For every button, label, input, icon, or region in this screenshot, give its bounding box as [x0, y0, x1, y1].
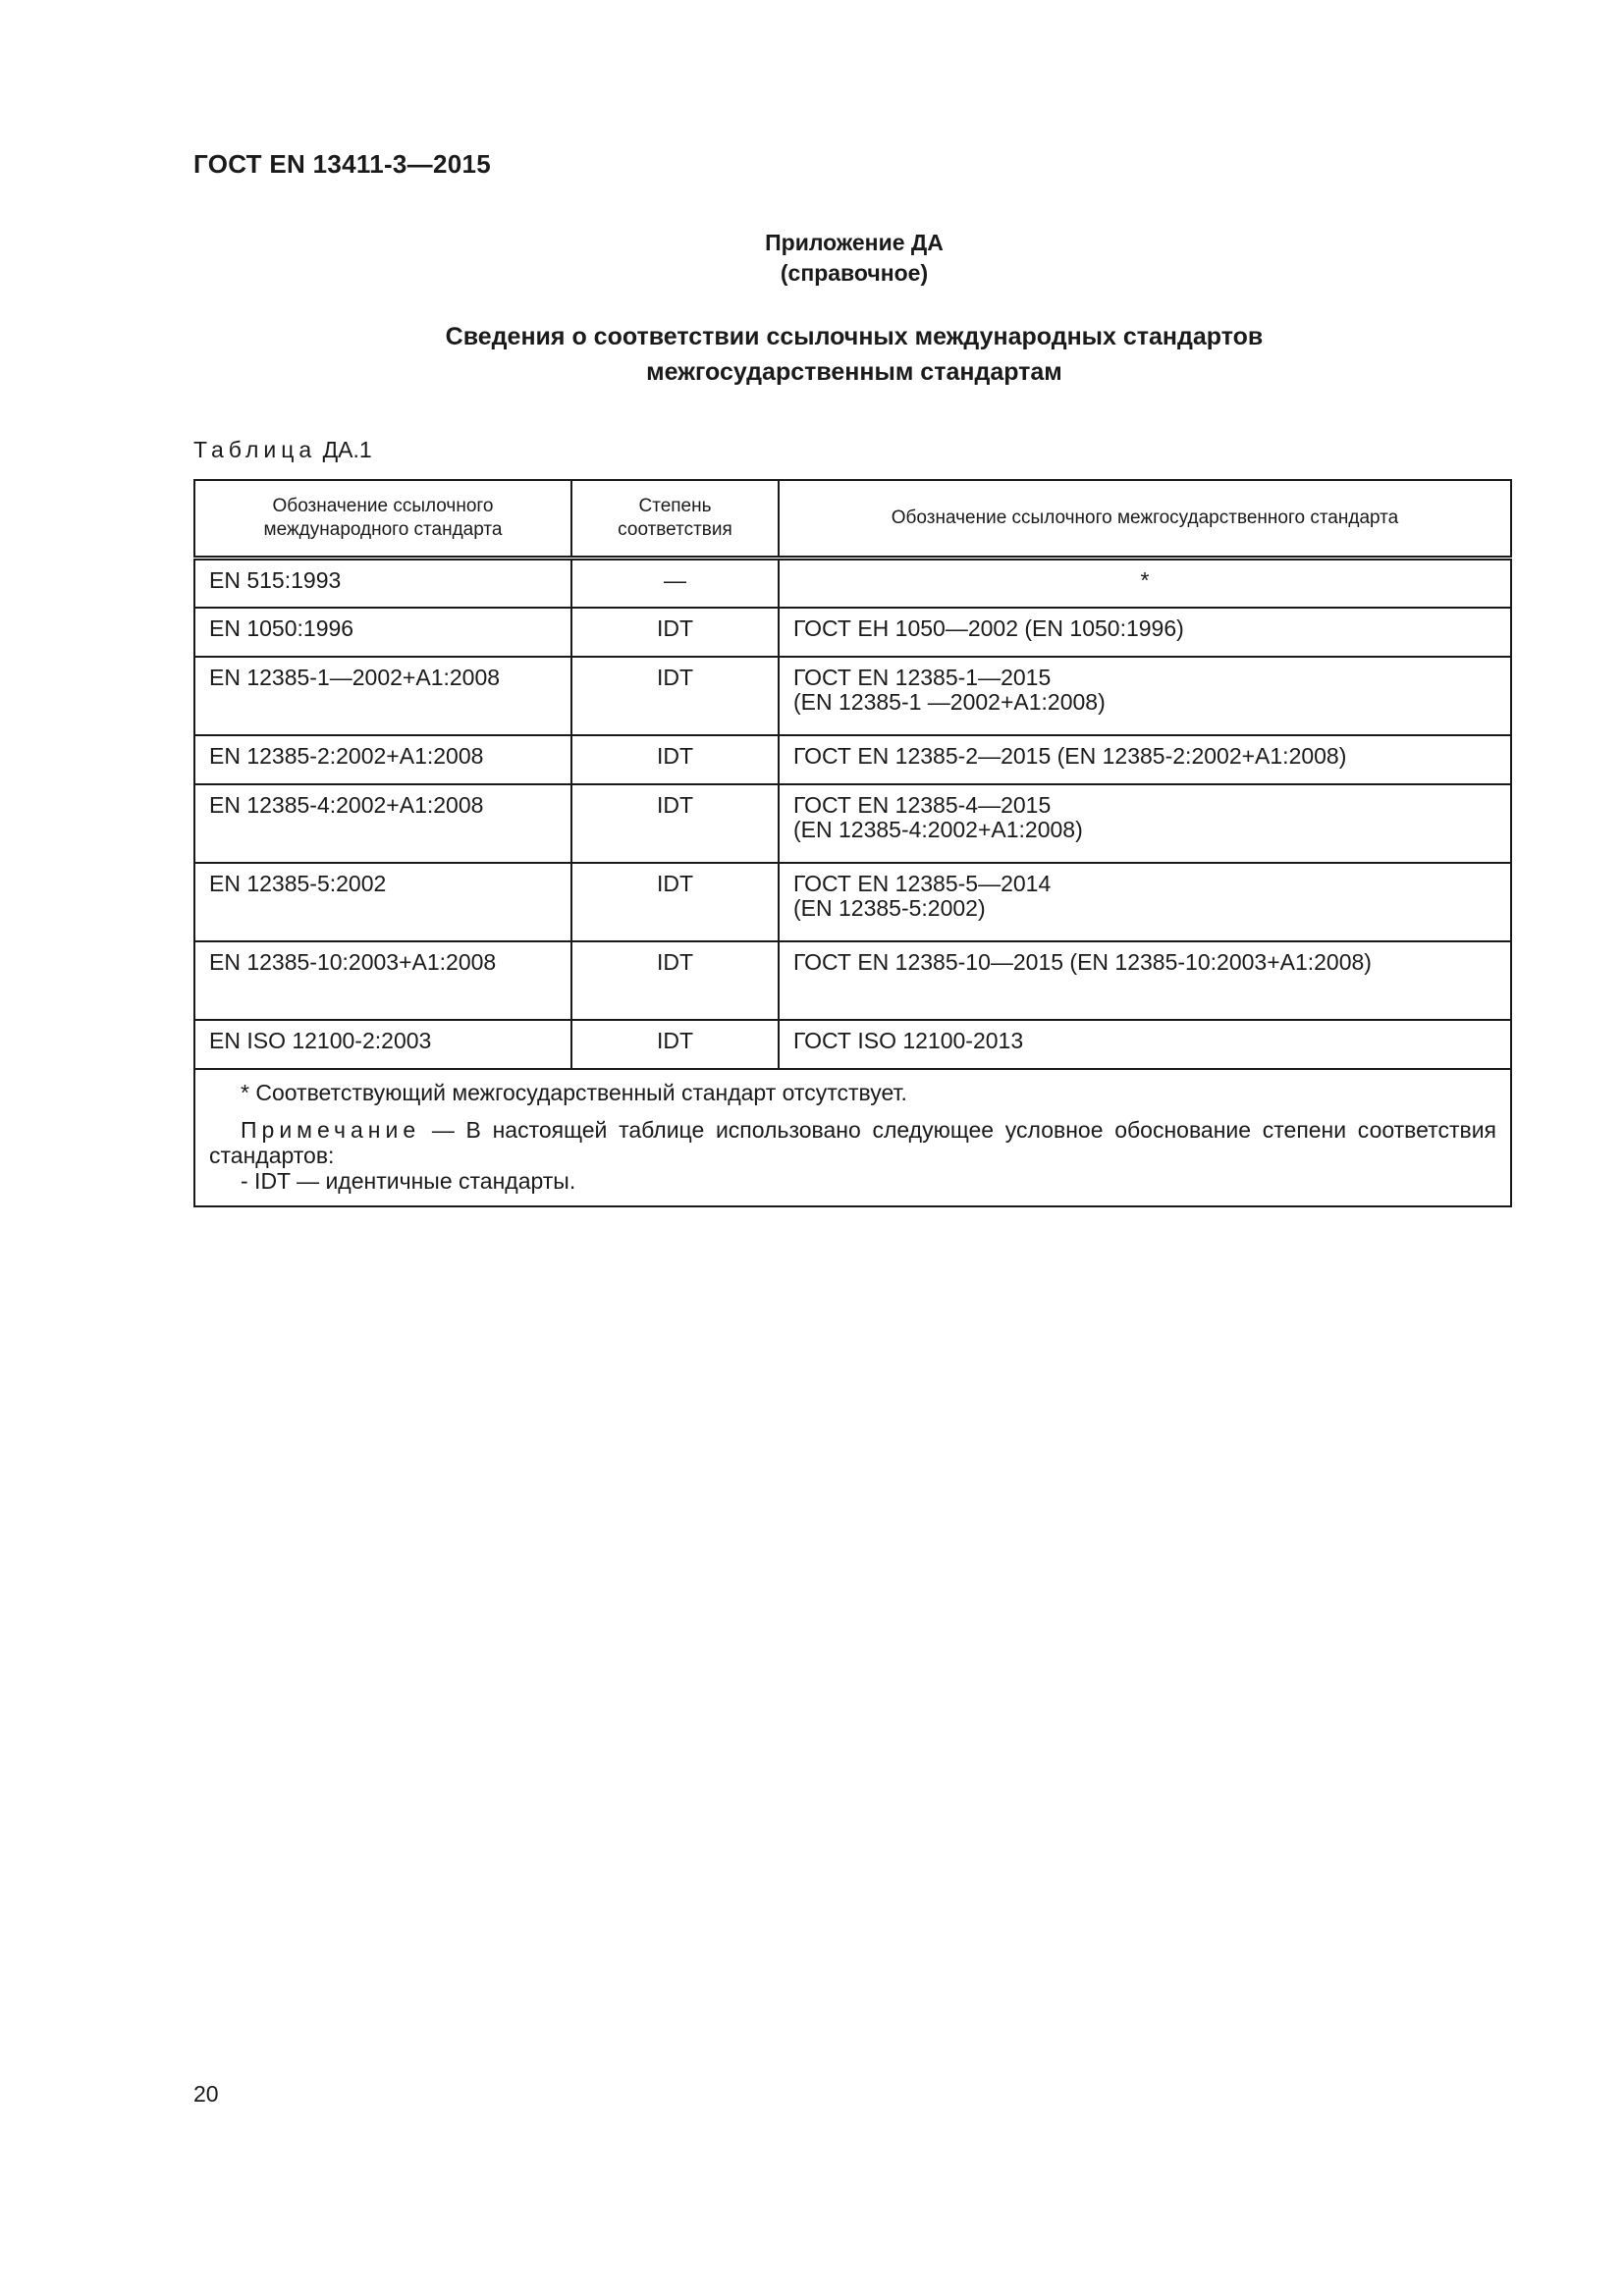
table-row: [194, 784, 1511, 863]
cell-intl: EN 12385-5:2002: [194, 863, 571, 941]
note-label: Примечание: [241, 1116, 421, 1143]
table-caption: [193, 437, 372, 463]
cell-intl: EN ISO 12100-2:2003: [194, 1020, 571, 1069]
cell-intl: EN 12385-2:2002+A1:2008: [194, 735, 571, 784]
table-row: [194, 863, 1511, 941]
cell-national: *: [779, 559, 1511, 608]
cell-degree: IDT: [571, 863, 779, 941]
cell-national: ГОСТ EN 12385-10—2015 (EN 12385-10:2003+A1:2008): [779, 941, 1511, 1020]
cell-degree: IDT: [571, 735, 779, 784]
table-header-row: [194, 480, 1511, 559]
note-text: — В настоящей таблице использовано следующее условное обоснование степени соответствия стандартов:: [209, 1116, 1496, 1168]
annex-kind: (справочное): [780, 260, 929, 286]
table-notes: [194, 1069, 1511, 1206]
page-number: 20: [193, 2081, 219, 2107]
cell-intl: EN 1050:1996: [194, 608, 571, 657]
cell-national: ГОСТ EN 12385-4—2015 (EN 12385-4:2002+A1:2008): [779, 784, 1511, 863]
cell-intl: EN 515:1993: [194, 559, 571, 608]
column-header-national: Обозначение ссылочного межгосударственного стандарта: [779, 480, 1511, 559]
annex-heading-line2: межгосударственным стандартам: [646, 358, 1062, 386]
cell-intl: EN 12385-4:2002+A1:2008: [194, 784, 571, 863]
table-caption-number: ДА.1: [322, 437, 372, 462]
table-caption-word: Таблица: [193, 437, 317, 462]
cell-national: ГОСТ EN 12385-2—2015 (EN 12385-2:2002+A1:2008): [779, 735, 1511, 784]
table-row: [194, 1020, 1511, 1069]
cell-degree: IDT: [571, 941, 779, 1020]
table-row: [194, 941, 1511, 1020]
cell-intl: EN 12385-10:2003+A1:2008: [194, 941, 571, 1020]
annex-title: Приложение ДА: [765, 230, 944, 255]
annex-heading: [0, 319, 1624, 390]
table-note: [209, 1117, 1496, 1168]
cell-national: ГОСТ ISO 12100-2013: [779, 1020, 1511, 1069]
cell-national: ГОСТ ЕН 1050—2002 (EN 1050:1996): [779, 608, 1511, 657]
column-header-intl: Обозначение ссылочного международного стандарта: [194, 480, 571, 559]
table-footnote: * Соответствующий межгосударственный стандарт отсутствует.: [241, 1079, 907, 1105]
table-row: [194, 657, 1511, 735]
column-header-degree: Степень соответствия: [571, 480, 779, 559]
annex-heading-line1: Сведения о соответствии ссылочных международных стандартов: [445, 323, 1264, 350]
cell-degree: —: [571, 559, 779, 608]
cell-intl: EN 12385-1—2002+A1:2008: [194, 657, 571, 735]
cell-national: ГОСТ EN 12385-5—2014 (EN 12385-5:2002): [779, 863, 1511, 941]
cell-degree: IDT: [571, 1020, 779, 1069]
table-row: [194, 608, 1511, 657]
cell-degree: IDT: [571, 657, 779, 735]
document-code: ГОСТ EN 13411-3—2015: [193, 149, 492, 179]
cell-degree: IDT: [571, 608, 779, 657]
note-item: - IDT — идентичные стандарты.: [241, 1167, 576, 1194]
cell-degree: IDT: [571, 784, 779, 863]
cell-national: ГОСТ EN 12385-1—2015 (EN 12385-1 —2002+A1:2008): [779, 657, 1511, 735]
table-notes-row: [194, 1069, 1511, 1206]
standards-table: [193, 479, 1512, 1207]
table-row: [194, 735, 1511, 784]
table-row: [194, 559, 1511, 608]
